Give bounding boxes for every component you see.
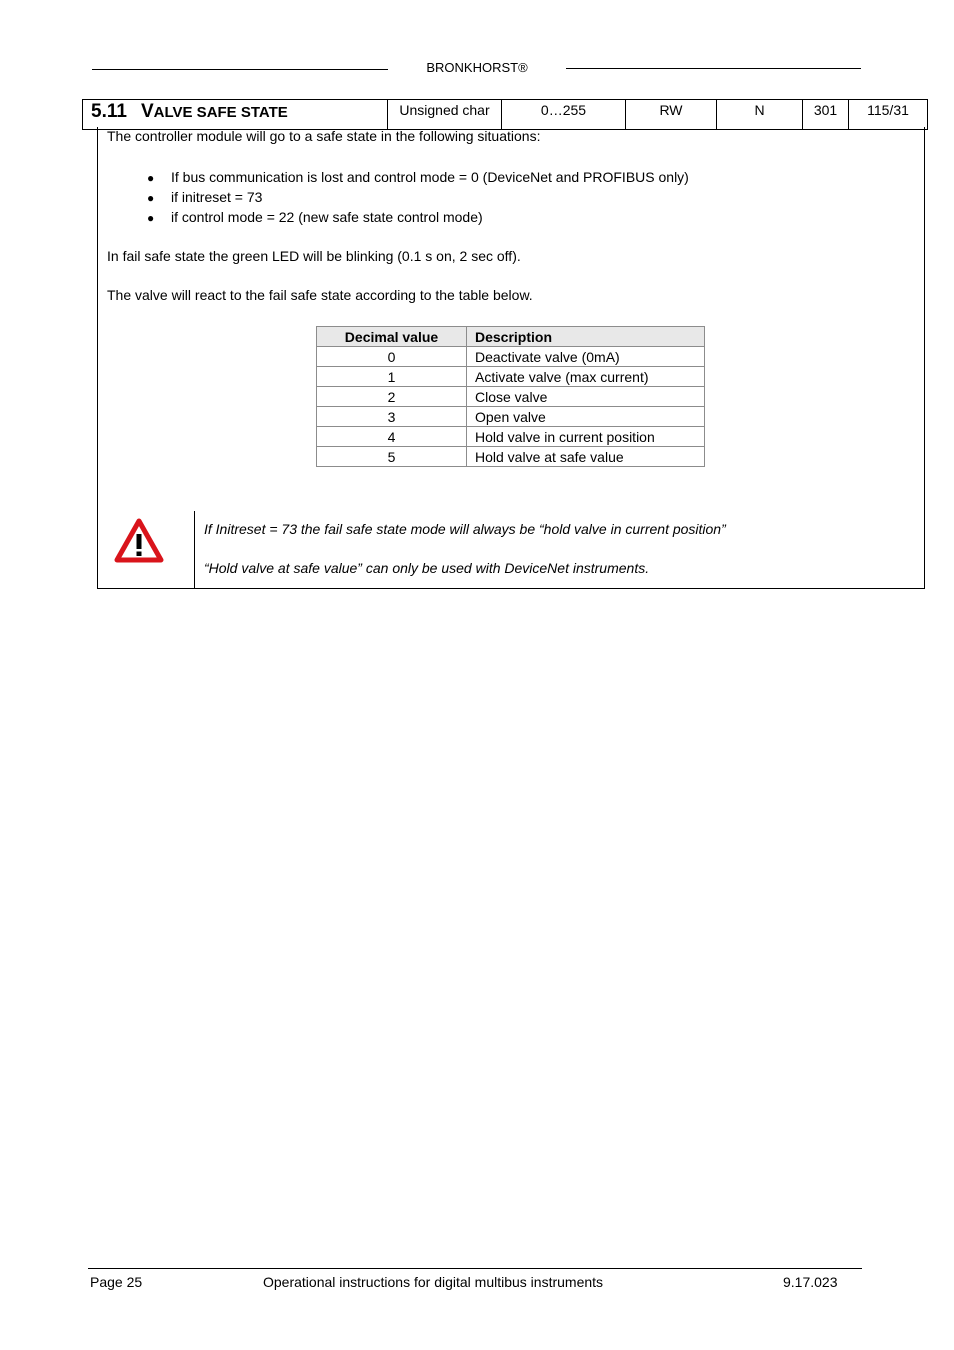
warning-line-2: “Hold valve at safe value” can only be used with DeviceNet instruments.: [204, 560, 650, 576]
table-header-row: [317, 327, 705, 347]
table-row: [317, 407, 705, 427]
section-title: [141, 101, 288, 122]
footer-doc-number: 9.17.023: [783, 1274, 838, 1290]
list-item-text: if initreset = 73: [171, 189, 263, 205]
section-title-initial: V: [140, 101, 154, 122]
table-cell-description: Close valve: [467, 387, 705, 407]
table-cell-value: 5: [317, 447, 467, 467]
section-proc-param: 115/31: [849, 100, 928, 130]
table-intro: The valve will react to the fail safe state according to the table below.: [107, 287, 533, 303]
section-type: Unsigned char: [388, 100, 502, 130]
intro-text: The controller module will go to a safe state in the following situations:: [107, 128, 541, 144]
section-code: 301: [803, 100, 849, 130]
bullet-icon: ●: [147, 171, 155, 185]
table-row: [317, 347, 705, 367]
table-cell-value: 3: [317, 407, 467, 427]
led-note: In fail safe state the green LED will be blinking (0.1 s on, 2 sec off).: [107, 248, 521, 264]
section-title-rest: ALVE SAFE STATE: [153, 104, 288, 121]
warning-divider: [194, 511, 195, 588]
table-cell-description: Hold valve at safe value: [467, 447, 705, 467]
table-header-decimal: Decimal value: [317, 327, 467, 347]
table-cell-value: 4: [317, 427, 467, 447]
warning-triangle-icon: [114, 518, 164, 564]
list-item: [147, 189, 262, 205]
table-cell-description: Hold valve in current position: [467, 427, 705, 447]
fail-safe-table: [316, 326, 705, 467]
table-row: [317, 367, 705, 387]
table-cell-value: 0: [317, 347, 467, 367]
section-title-cell: [83, 100, 388, 130]
list-item: [147, 169, 689, 185]
footer-page: Page 25: [90, 1274, 143, 1290]
table-cell-value: 1: [317, 367, 467, 387]
header-brand: BRONKHORST®: [426, 60, 528, 75]
section-access: RW: [626, 100, 717, 130]
bullet-icon: ●: [147, 211, 155, 225]
bullet-icon: ●: [147, 191, 155, 205]
warning-line-1: If Initreset = 73 the fail safe state mode will always be “hold valve in current position”: [204, 521, 726, 537]
list-item-text: if control mode = 22 (new safe state control mode): [171, 209, 483, 225]
table-row: [317, 387, 705, 407]
table-row: [317, 427, 705, 447]
footer-doc-title: Operational instructions for digital multibus instruments: [263, 1274, 604, 1290]
table-header-description: Description: [467, 327, 705, 347]
header-rule-right: [566, 68, 861, 69]
table-cell-description: Deactivate valve (0mA): [467, 347, 705, 367]
list-item-text: If bus communication is lost and control mode = 0 (DeviceNet and PROFIBUS only): [171, 169, 689, 185]
header-rule-left: [92, 69, 388, 70]
section-number: 5.11: [91, 101, 127, 122]
section-body: [97, 127, 925, 589]
table-row: [317, 447, 705, 467]
section-header-row: [82, 99, 928, 130]
table-cell-description: Open valve: [467, 407, 705, 427]
list-item: [147, 209, 483, 225]
table-cell-value: 2: [317, 387, 467, 407]
section-flag: N: [717, 100, 803, 130]
table-cell-description: Activate valve (max current): [467, 367, 705, 387]
section-range: 0…255: [502, 100, 626, 130]
footer-rule: [88, 1268, 862, 1269]
